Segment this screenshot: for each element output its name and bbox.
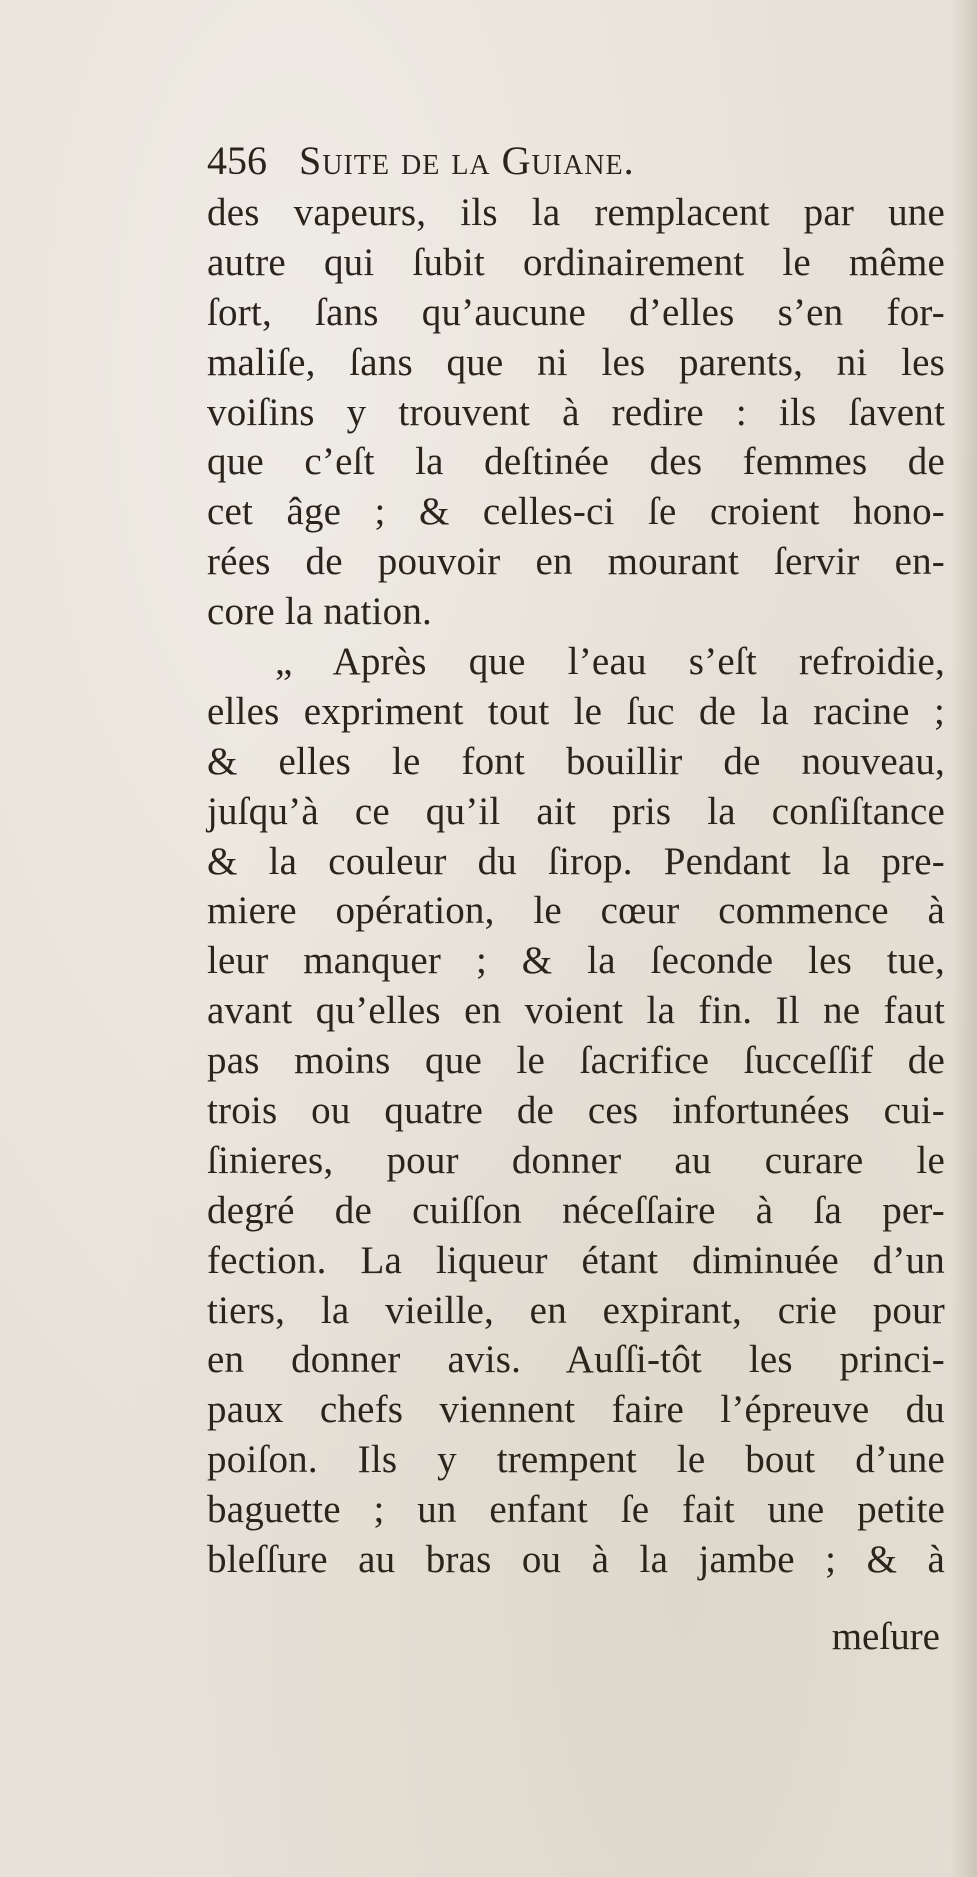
text-line: juſqu’à ce qu’il ait pris la conſiſtance [207,789,945,833]
text-line: que c’eſt la deſtinée des femmes de [207,440,945,484]
text-line: tiers, la vieille, en expirant, crie pour [207,1288,945,1332]
text-line: voiſins y trouvent à redire : ils ſavent [207,390,945,434]
page-edge-shadow [951,0,977,1877]
paragraph-last-line: core la nation. [207,590,432,634]
text-line: poiſon. Ils y trempent le bout d’une [207,1438,945,1482]
text-line: des vapeurs, ils la remplacent par une [207,191,945,234]
text-line: avant qu’elles en voient la fin. Il ne faut [207,989,945,1033]
text-line: pas moins que le ſacrifice ſucceſſif de [207,1039,945,1083]
text-line: degré de cuiſſon néceſſaire à ſa per- [207,1188,945,1232]
text-line: autre qui ſubit ordinairement le même [207,240,945,284]
page-number: 456 [207,138,267,183]
text-line: ſinieres, pour donner au curare le [207,1138,945,1182]
body-text [207,188,945,1585]
text-line: miere opération, le cœur commence à [207,889,945,933]
catchword: meſure [831,1615,940,1658]
text-line: trois ou quatre de ces infortunées cui- [207,1089,945,1133]
text-line: elles expriment tout le ſuc de la racine ; [207,689,945,733]
running-title: Suite de la Guiane. [299,138,635,183]
text-line: paux chefs viennent faire l’épreuve du [207,1388,945,1432]
text-line: fection. La liqueur étant diminuée d’un [207,1238,945,1282]
text-line: rées de pouvoir en mourant ſervir en- [207,540,945,584]
text-line: bleſſure au bras ou à la jambe ; & à [207,1538,945,1582]
text-line: baguette ; un enfant ſe fait une petite [207,1488,945,1532]
running-head [207,133,887,189]
text-line: leur manquer ; & la ſeconde les tue, [207,939,945,983]
text-line: en donner avis. Auſſi-tôt les princi- [207,1338,945,1382]
paragraph-first-line: „ Après que l’eau s’eſt refroidie, [275,640,945,684]
text-line: cet âge ; & celles-ci ſe croient hono- [207,490,945,534]
text-line: & elles le font bouillir de nouveau, [207,739,945,783]
text-line: & la couleur du ſirop. Pendant la pre- [207,839,945,883]
text-line: maliſe, ſans que ni les parents, ni les [207,340,945,384]
text-line: ſort, ſans qu’aucune d’elles s’en for- [207,290,945,334]
